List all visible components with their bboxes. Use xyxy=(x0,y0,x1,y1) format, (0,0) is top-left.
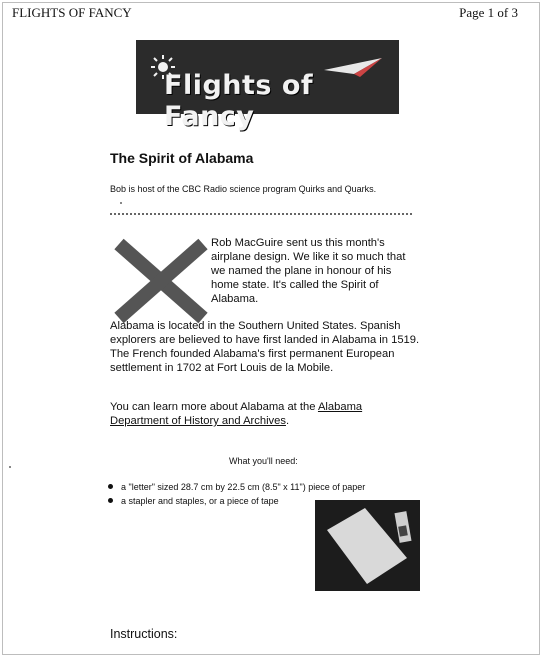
instructions-heading: Instructions: xyxy=(110,627,178,641)
paper-stapler-image-icon xyxy=(315,500,420,591)
paragraph-alabama-history: Alabama is located in the Southern United States. Spanish explorers are believed to have first landed in Alabama in 1519. The French founded Alabama's first permanent European settlement in 1702 at Fort Louis de la Mobile. xyxy=(110,320,420,374)
bullet-icon xyxy=(108,484,113,489)
scan-speck xyxy=(9,466,11,468)
alabama-archives-link[interactable]: Alabama Department of History and Archives xyxy=(110,401,363,427)
material-stapler: a stapler and staples, or a piece of tape xyxy=(121,496,279,506)
article-title: The Spirit of Alabama xyxy=(110,150,254,166)
what-you-need-heading: What you'll need: xyxy=(229,456,298,466)
alabama-flag-icon xyxy=(115,240,207,322)
paper-and-stapler-photo xyxy=(315,500,420,591)
paragraph-learn-more xyxy=(110,400,420,428)
flights-of-fancy-banner xyxy=(136,40,399,132)
material-paper: a "letter" sized 28.7 cm by 22.5 cm (8.5" x 11") piece of paper xyxy=(121,482,366,492)
section-divider xyxy=(110,213,412,215)
learn-more-prefix: You can learn more about Alabama at the xyxy=(110,401,318,413)
banner-logo-text: Flights of Fancy xyxy=(164,70,314,132)
list-item xyxy=(108,482,365,496)
scan-speck xyxy=(120,202,122,204)
document-header-title: FLIGHTS OF FANCY xyxy=(12,5,132,20)
bullet-icon xyxy=(108,498,113,503)
page-indicator: Page 1 of 3 xyxy=(459,5,518,20)
learn-more-suffix: . xyxy=(285,415,290,427)
paragraph-design-credit: Rob MacGuire sent us this month's airplane design. We like it so much that we named the plane in honour of his home state. It's called the Spirit of Alabama. xyxy=(211,237,406,305)
article-intro: Bob is host of the CBC Radio science program Quirks and Quarks. xyxy=(110,184,377,194)
